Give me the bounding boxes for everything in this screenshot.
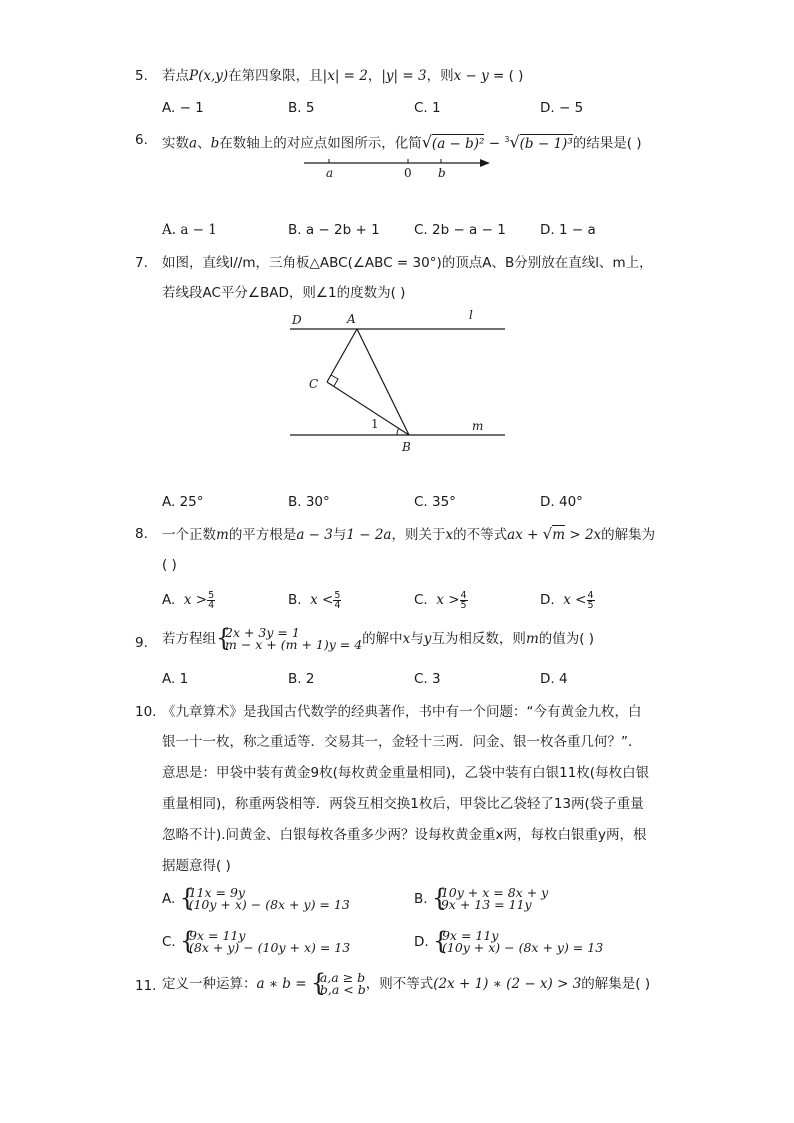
option-a[interactable]: A. a − 1	[162, 222, 217, 238]
label-d: D	[292, 313, 302, 327]
axis-label-b: b	[438, 166, 446, 180]
option-d[interactable]: D. 40°	[540, 494, 583, 510]
question-number: 5.	[135, 68, 148, 84]
option-b[interactable]: B. { 10y + x = 8x + y 9x + 13 = 11y	[414, 884, 549, 912]
label-a: A	[347, 312, 356, 326]
option-c[interactable]: C. 3	[414, 671, 441, 687]
option-c[interactable]: C. x > $\frac{4}{5}$	[414, 589, 467, 611]
question-text: 若方程组 { 2x + 3y = 1 m − x + (m + 1)y = 4 的解中x与y互为相反数，则m的值为( )	[162, 624, 595, 652]
label-l: l	[469, 308, 473, 322]
question-text: 一个正数m的平方根是a − 3与1 − 2a，则关于x的不等式ax + √m > 2x的解集为	[162, 525, 656, 543]
number-line-figure	[300, 152, 495, 182]
question-text: 实数a、b在数轴上的对应点如图所示，化简√(a − b)² − $^3$√(b − 1)³的结果是( )	[162, 132, 642, 152]
label-b: B	[402, 440, 411, 454]
axis-label-zero: 0	[404, 166, 412, 180]
option-d[interactable]: D. x < $\frac{4}{5}$	[540, 589, 594, 611]
option-a[interactable]: A. { 11x = 9y (10y + x) − (8x + y) = 13	[162, 884, 350, 912]
question-text-line1: 《九章算术》是我国古代数学的经典著作，书中有一个问题：“今有黄金九枚，白	[162, 704, 642, 720]
option-c[interactable]: C. 35°	[414, 494, 456, 510]
question-number: 11.	[135, 978, 157, 994]
question-number: 10.	[135, 704, 157, 720]
question-text-line3: 意思是：甲袋中装有黄金9枚(每枚黄金重量相同)，乙袋中装有白银11枚(每枚白银	[162, 765, 650, 781]
option-a[interactable]: A. 1	[162, 671, 189, 687]
question-number: 9.	[135, 635, 148, 651]
option-b[interactable]: B. a − 2b + 1	[288, 222, 380, 238]
option-d[interactable]: D. − 5	[540, 100, 584, 116]
question-text-line5: 忽略不计).问黄金、白银每枚各重多少两？设每枚黄金重x两，每枚白银重y两，根	[162, 827, 647, 843]
equation-system: { 2x + 3y = 1 m − x + (m + 1)y = 4	[216, 624, 363, 652]
option-d[interactable]: D. 4	[540, 671, 568, 687]
question-number: 8.	[135, 526, 148, 542]
label-angle-1: 1	[371, 417, 379, 431]
option-a[interactable]: A. 25°	[162, 494, 204, 510]
option-c[interactable]: C. { 9x = 11y (8x + y) − (10y + x) = 13	[162, 927, 351, 955]
label-m: m	[472, 419, 484, 433]
question-text-line2: ( )	[162, 557, 177, 573]
question-text: 若点P(x,y)在第四象限，且|x| = 2，|y| = 3，则x − y = ( )	[162, 68, 524, 84]
question-text-line4: 重量相同)，称重两袋相等．两袋互相交换1枚后，甲袋比乙袋轻了13两(袋子重量	[162, 796, 644, 812]
option-c[interactable]: C. 2b − a − 1	[414, 222, 506, 238]
question-text-line2: 银一十一枚，称之重适等．交易其一，金轻十三两．问金、银一枚各重几何？”．	[162, 734, 642, 750]
question-text-line2: 若线段AC平分∠BAD，则∠1的度数为( )	[162, 285, 406, 301]
axis-label-a: a	[326, 166, 334, 180]
option-b[interactable]: B. 2	[288, 671, 315, 687]
piecewise-definition: { a,a ≥ b b,a < b	[310, 969, 366, 997]
question-text: 定义一种运算：a ∗ b = { a,a ≥ b b,a < b ，则不等式(2x + 1) ∗ (2 − x) > 3的解集是( )	[162, 969, 651, 997]
option-a[interactable]: A. x > $\frac{5}{4}$	[162, 589, 215, 611]
option-d[interactable]: D. { 9x = 11y (10y + x) − (8x + y) = 13	[414, 927, 604, 955]
label-c: C	[309, 377, 319, 391]
triangle-figure	[285, 306, 510, 456]
option-b[interactable]: B. x < $\frac{5}{4}$	[288, 589, 341, 611]
option-b[interactable]: B. 30°	[288, 494, 330, 510]
option-d[interactable]: D. 1 − a	[540, 222, 596, 238]
question-number: 6.	[135, 132, 148, 148]
question-number: 7.	[135, 255, 148, 271]
option-c[interactable]: C. 1	[414, 100, 441, 116]
question-text-line6: 据题意得( )	[162, 858, 231, 874]
option-a[interactable]: A. − 1	[162, 100, 204, 116]
option-b[interactable]: B. 5	[288, 100, 315, 116]
question-text: 如图，直线l//m，三角板△ABC(∠ABC = 30°)的顶点A、B分别放在直线l、m上，	[162, 255, 653, 271]
